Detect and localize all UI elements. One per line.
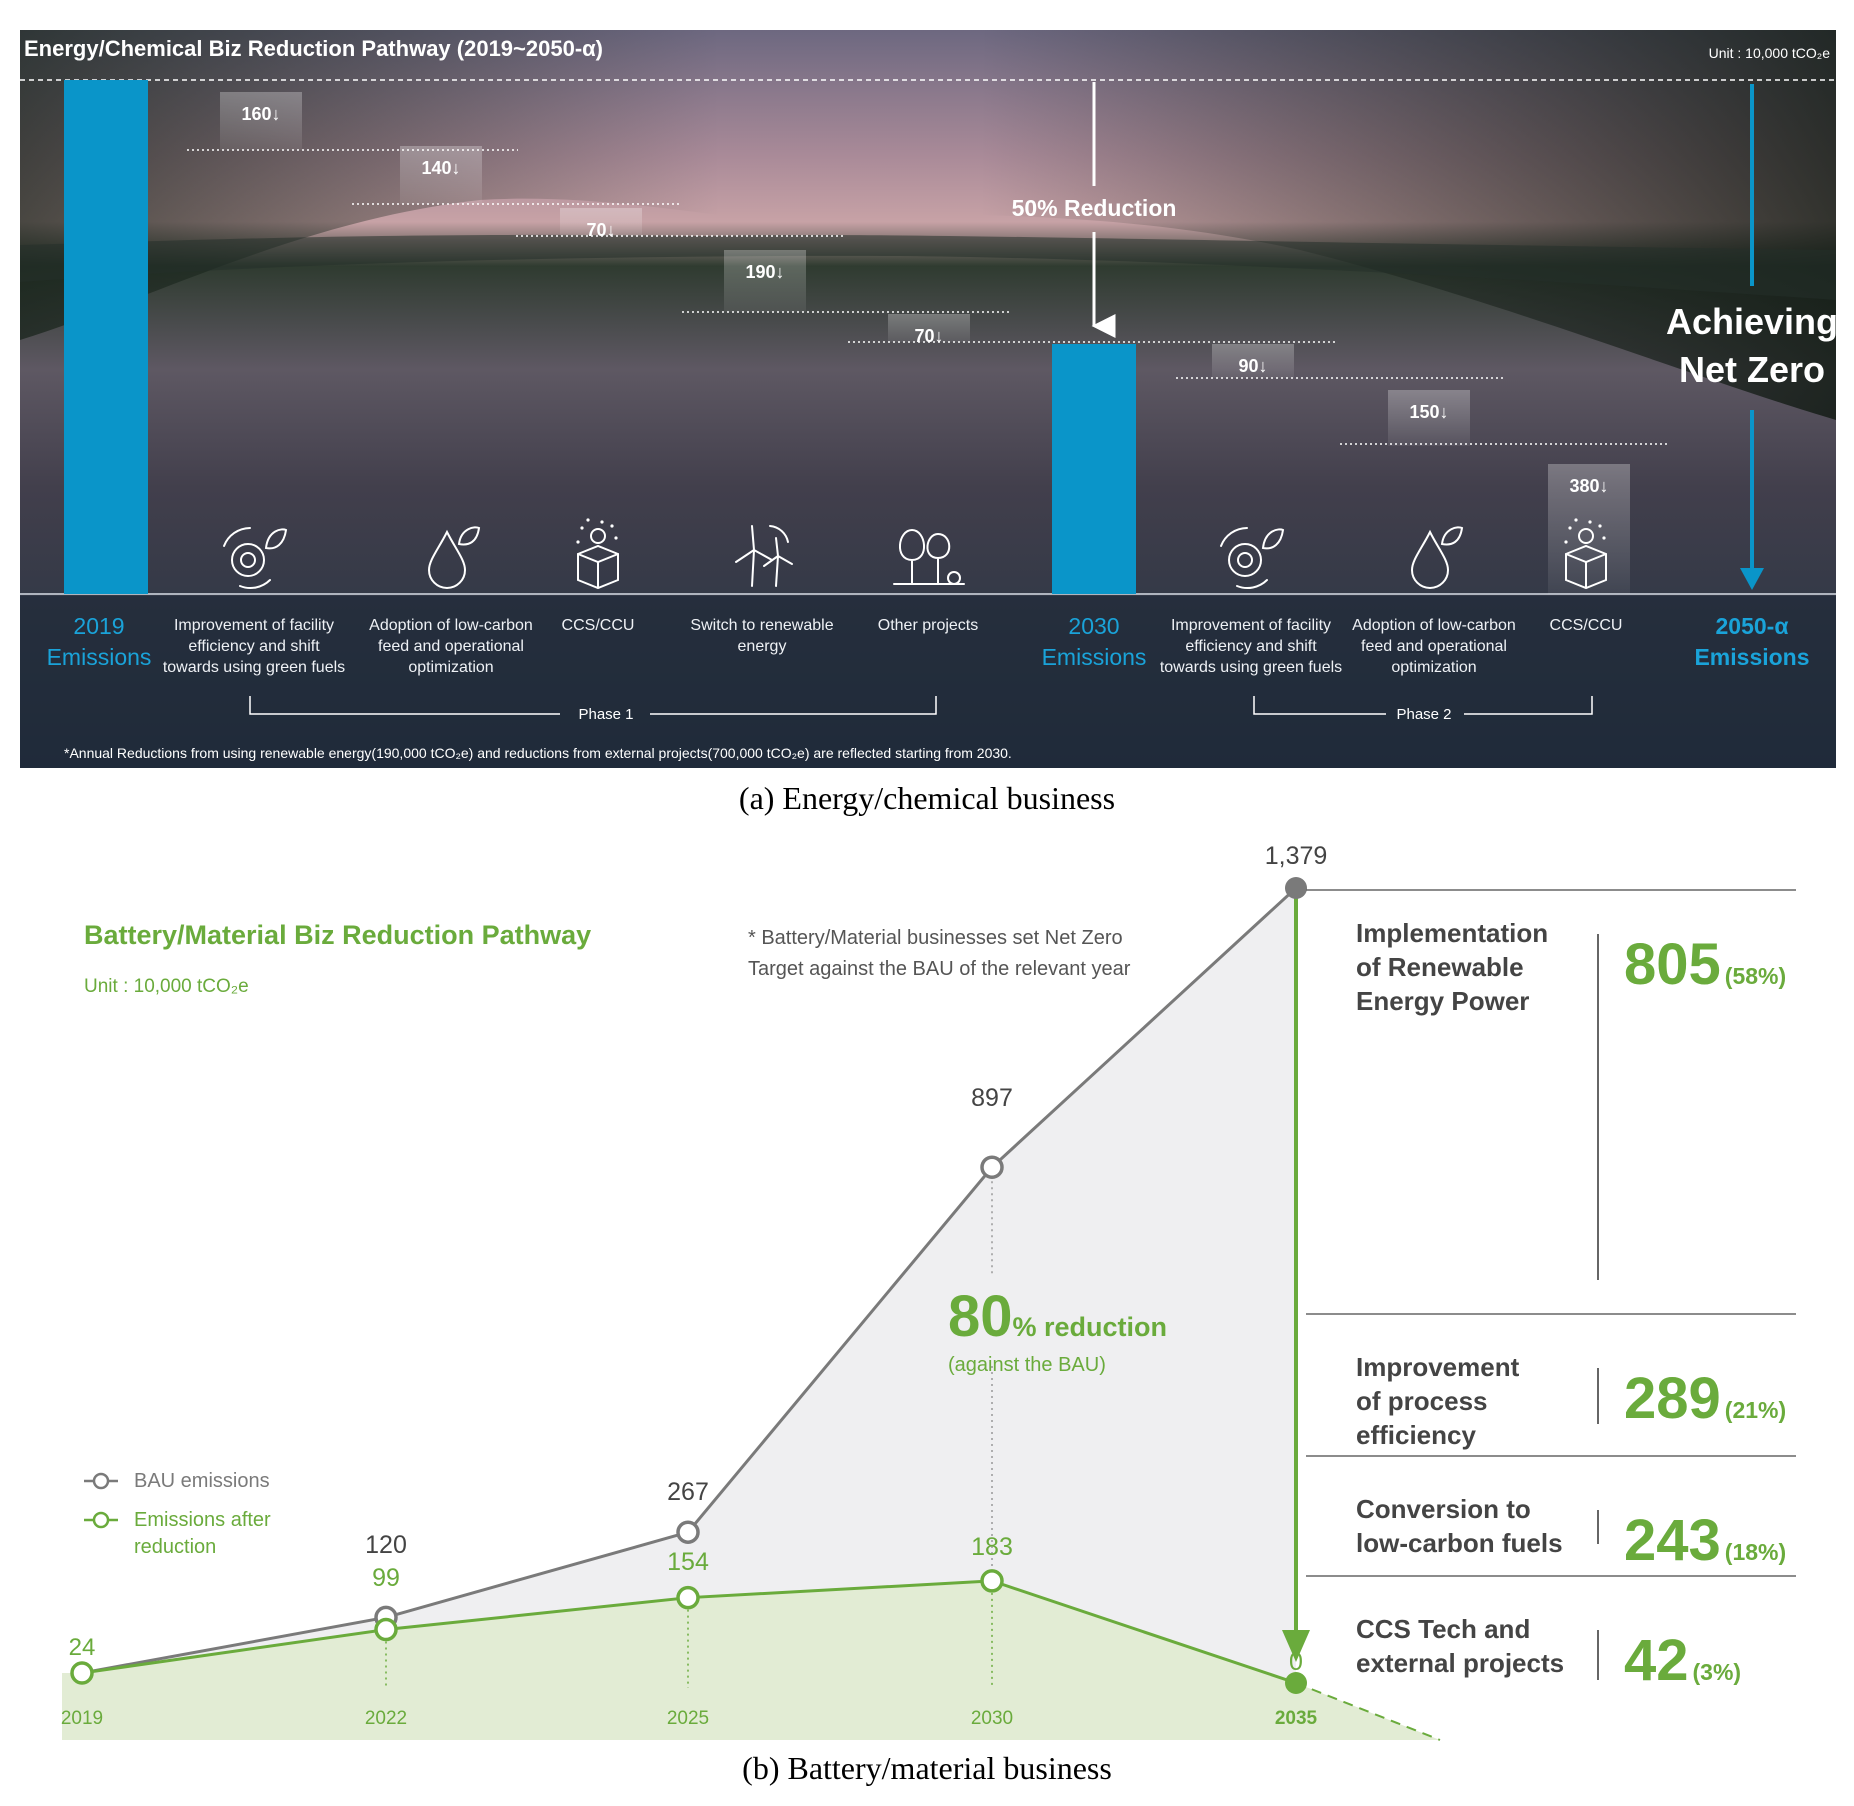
reduction-label-2: 154 [667, 1548, 709, 1576]
x-tick-2030: 2030 [970, 1708, 1014, 1729]
step-label-7: CCS/CCU [1549, 617, 1623, 634]
breakdown-value-1: 289 (21%) [1624, 1366, 1787, 1431]
bar-2019-emissions [64, 80, 148, 594]
breakdown-value-0: 805 (58%) [1624, 932, 1787, 997]
reduction-subtext: (against the BAU) [948, 1354, 1106, 1376]
reduction-point-0 [72, 1663, 92, 1683]
phase1-label: Phase 1 [578, 706, 634, 723]
step-label-2: CCS/CCU [561, 617, 635, 634]
total-label-0: 2019 Emissions [46, 613, 152, 670]
total-label-1: 2030 Emissions [1041, 613, 1147, 670]
reduction-point-2 [678, 1588, 698, 1608]
bau-point-4 [1285, 877, 1307, 899]
step-label-6: Adoption of low-carbon feed and operational optimization [1352, 617, 1516, 676]
bau-label-0: 24 [68, 1634, 96, 1661]
panel-b-unit: Unit : 10,000 tCO₂e [84, 976, 249, 997]
bau-label-2: 267 [667, 1478, 709, 1506]
step-value-2: 70↓ [586, 220, 616, 240]
reduction-label-4: 0 [1289, 1648, 1303, 1676]
total-label-2: 2050-α Emissions [1694, 613, 1810, 670]
panel-a-title: Energy/Chemical Biz Reduction Pathway (2019~2050-α) [24, 36, 604, 61]
panel-b-note: * Battery/Material businesses set Net Zero Target against the BAU of the relevant year [748, 927, 1131, 980]
phase2-label: Phase 2 [1396, 706, 1452, 723]
breakdown-label-2: Conversion to low-carbon fuels [1356, 1494, 1563, 1558]
caption-a: (a) Energy/chemical business [738, 780, 1116, 816]
x-tick-2022: 2022 [364, 1708, 408, 1729]
breakdown-value-2: 243 (18%) [1624, 1508, 1787, 1573]
panel-a-unit: Unit : 10,000 tCO₂e [1708, 45, 1830, 61]
legend-label-1: Emissions after reduction [134, 1509, 271, 1558]
bau-point-2 [678, 1522, 698, 1542]
reduction-point-1 [376, 1620, 396, 1640]
breakdown-label-3: CCS Tech and external projects [1356, 1614, 1565, 1678]
legend-label-0: BAU emissions [134, 1470, 270, 1492]
bau-label-3: 897 [971, 1084, 1013, 1112]
reduction-label-1: 99 [372, 1564, 400, 1592]
bar-2030-emissions [1052, 344, 1136, 594]
caption-b: (b) Battery/material business [742, 1750, 1112, 1786]
x-tick-2035: 2035 [1274, 1708, 1318, 1729]
step-label-0: Improvement of facility efficiency and shift towards using green fuels [162, 617, 346, 676]
bau-point-3 [982, 1157, 1002, 1177]
reduction-point-3 [982, 1571, 1002, 1591]
panel-b-title: Battery/Material Biz Reduction Pathway [84, 920, 592, 950]
panel-b-chart [0, 820, 1854, 1780]
step-label-4: Other projects [877, 617, 979, 634]
step-value-3: 190↓ [745, 262, 785, 282]
legend-marker-0 [94, 1474, 108, 1488]
step-value-4: 70↓ [914, 326, 944, 346]
panel-a-chart [0, 0, 1854, 780]
step-value-7: 380↓ [1569, 476, 1609, 496]
bau-label-1: 120 [365, 1531, 407, 1559]
step-value-6: 150↓ [1409, 402, 1449, 422]
breakdown-value-3: 42 (3%) [1624, 1628, 1742, 1693]
breakdown-label-0: Implementation of Renewable Energy Power [1356, 918, 1549, 1016]
step-value-1: 140↓ [421, 158, 461, 178]
midpoint-label: 50% Reduction [1011, 195, 1177, 221]
reduction-headline: 80% reduction [948, 1284, 1168, 1349]
bau-label-4: 1,379 [1264, 842, 1328, 870]
step-label-1: Adoption of low-carbon feed and operational optimization [369, 617, 533, 676]
step-value-0: 160↓ [241, 104, 281, 124]
panel-a-footnote: *Annual Reductions from using renewable energy(190,000 tCO₂e) and reductions from external projects(700,000 tCO₂e) are reflected starting from 2030. [64, 745, 1012, 761]
step-label-3: Switch to renewable energy [690, 617, 834, 655]
step-label-5: Improvement of facility efficiency and shift towards using green fuels [1159, 617, 1343, 676]
legend-marker-1 [94, 1513, 108, 1527]
breakdown-label-1: Improvement of process efficiency [1356, 1352, 1520, 1450]
netzero-label: Achieving Net Zero [1665, 301, 1839, 390]
x-tick-2019: 2019 [60, 1708, 104, 1729]
x-tick-2025: 2025 [666, 1708, 710, 1729]
step-value-5: 90↓ [1238, 356, 1268, 376]
reduction-label-3: 183 [971, 1533, 1013, 1561]
